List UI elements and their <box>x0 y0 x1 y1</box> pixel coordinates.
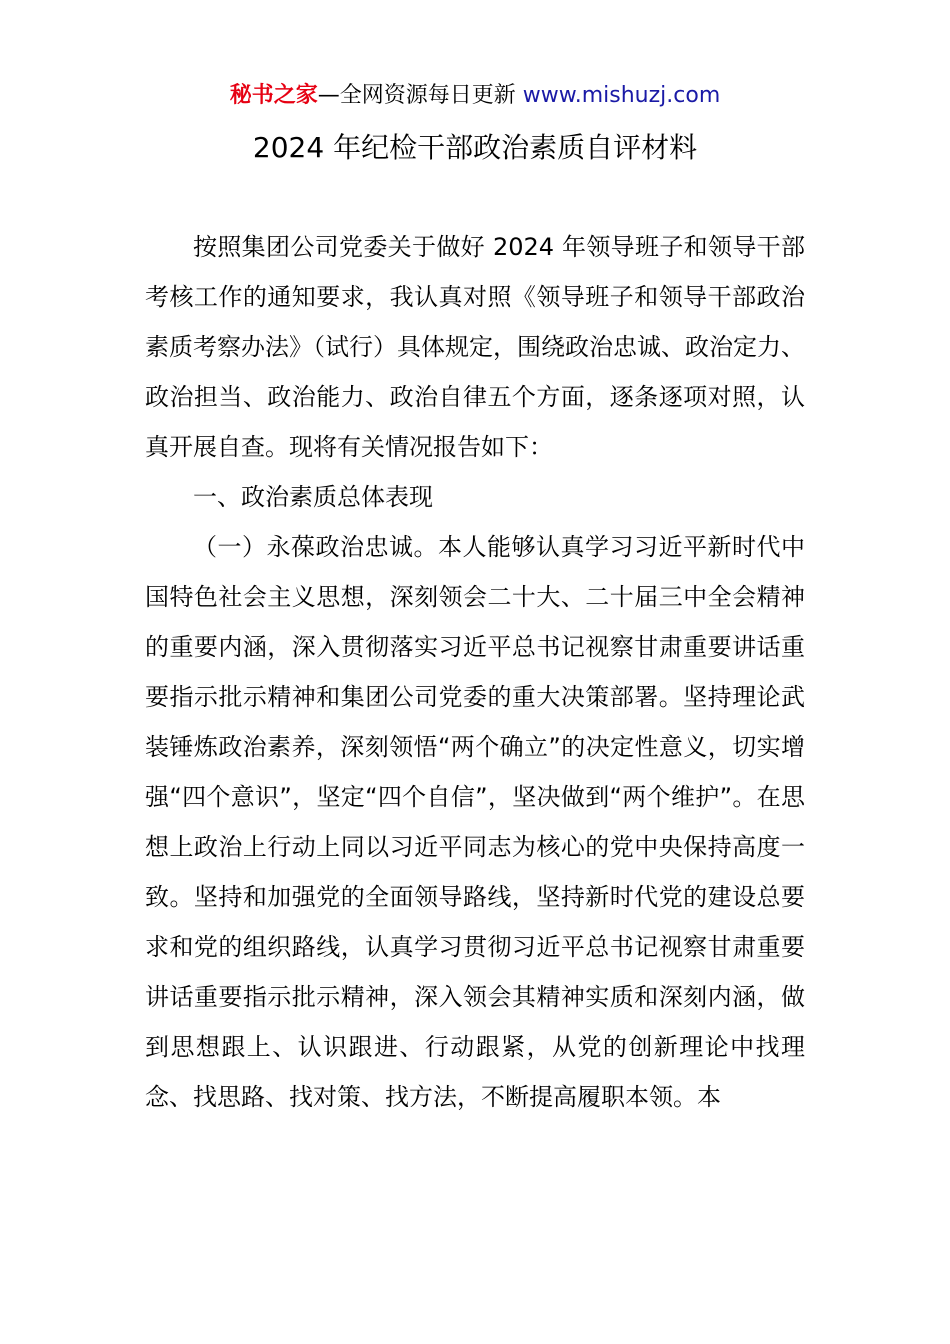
document-body <box>145 222 805 1122</box>
site-header <box>0 80 950 112</box>
document-title: 2024 年纪检干部政治素质自评材料 <box>252 131 698 164</box>
header-tagline: —全网资源每日更新 <box>317 83 523 108</box>
brand-name: 秘书之家 <box>229 83 318 108</box>
site-url-link[interactable]: www.mishuzj.com <box>522 83 721 108</box>
section-heading: 一、政治素质总体表现 <box>193 483 433 511</box>
body-paragraph: （一）永葆政治忠诚。本人能够认真学习习近平新时代中国特色社会主义思想，深刻领会二十大、二十届三中全会精神的重要内涵，深入贯彻落实习近平总书记视察甘肃重要讲话重要指示批示精神和集团公司党委的重大决策部署。坚持理论武装锤炼政治素养，深刻领悟“两个确立”的决定性意义，切实增强“四个意识”，坚定“四个自信”，坚决做到“两个维护”。在思想上政治上行动上同以习近平同志为核心的党中央保持高度一致。坚持和加强党的全面领导路线，坚持新时代党的建设总要求和党的组织路线，认真学习贯彻习近平总书记视察甘肃重要讲话重要指示批示精神，深入领会其精神实质和深刻内涵，做到思想跟上、认识跟进、行动跟紧，从党的创新理论中找理念、找思路、找对策、找方法，不断提高履职本领。本 <box>145 533 805 1111</box>
intro-paragraph: 按照集团公司党委关于做好 2024 年领导班子和领导干部考核工作的通知要求，我认真对照《领导班子和领导干部政治素质考察办法》（试行）具体规定，围绕政治忠诚、政治定力、政治担当、政治能力、政治自律五个方面，逐条逐项对照，认真开展自查。现将有关情况报告如下： <box>145 233 805 461</box>
